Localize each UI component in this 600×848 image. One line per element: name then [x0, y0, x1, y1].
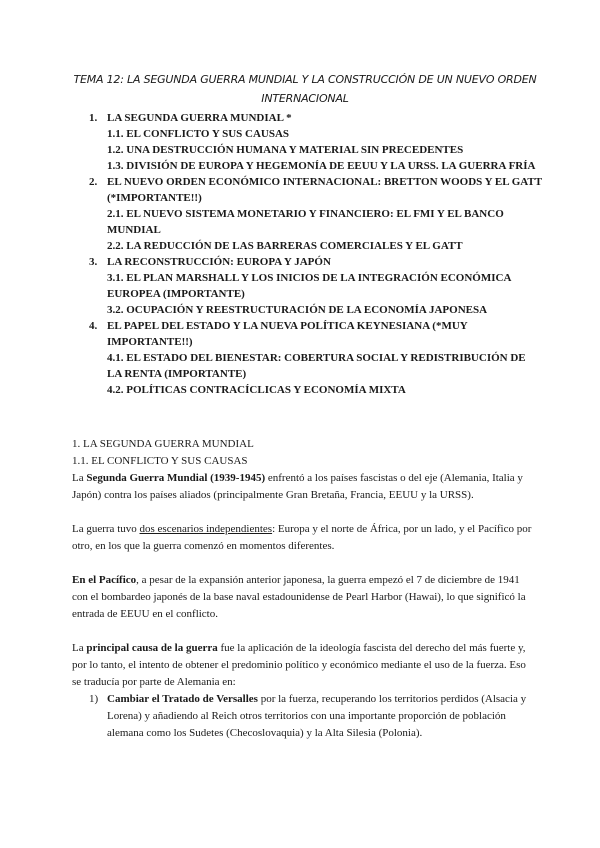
- text-run: por la fuerza, recuperando los territorios perdidos (Alsacia y Lorena) y añadiendo al Reich otros territorios con una importante proporción de población alemana como los Sudetes (Checoslovaquia) y la Alta Silesia (Polonia).: [107, 693, 527, 739]
- toc-number: 4.: [89, 320, 98, 332]
- toc-number: 1.: [89, 112, 98, 124]
- toc-sub-item: 4.2. POLÍTICAS CONTRACÍCLICAS Y ECONOMÍA MIXTA: [107, 384, 406, 396]
- toc-item-2: [72, 174, 542, 254]
- toc-sub-item: 1.2. UNA DESTRUCCIÓN HUMANA Y MATERIAL SIN PRECEDENTES: [107, 144, 464, 156]
- text-run: La: [72, 472, 87, 484]
- toc-sub-item: 4.1. EL ESTADO DEL BIENESTAR: COBERTURA SOCIAL Y REDISTRIBUCIÓN DE LA RENTA (IMPORTANTE): [107, 352, 526, 380]
- toc-main-label: LA RECONSTRUCCIÓN: EUROPA Y JAPÓN: [107, 256, 331, 268]
- bold-text: Cambiar el Tratado de Versalles: [107, 693, 258, 705]
- table-of-contents: [72, 110, 542, 398]
- text-run: : Europa y el norte de África, por un lado, y el Pacífico por otro, en los que la guerra comenzó en momentos diferentes.: [72, 523, 532, 552]
- list-item: [72, 691, 532, 742]
- section-subheading: 1.1. EL CONFLICTO Y SUS CAUSAS: [72, 455, 248, 467]
- paragraph-3: [72, 572, 532, 623]
- text-run: fue la aplicación de la ideología fascista del derecho del más fuerte y, por lo tanto, el intento de obtener el predominio político y económico mediante el uso de la fuerza. Eso se traducía por parte de Alemania en:: [72, 642, 526, 688]
- toc-item-1: [72, 110, 542, 174]
- section-body: [72, 436, 532, 742]
- toc-sub-item: 2.1. EL NUEVO SISTEMA MONETARIO Y FINANCIERO: EL FMI Y EL BANCO MUNDIAL: [107, 208, 504, 236]
- toc-main-label: EL NUEVO ORDEN ECONÓMICO INTERNACIONAL: BRETTON WOODS Y EL GATT (*IMPORTANTE!!): [107, 176, 542, 204]
- toc-sub-item: 2.2. LA REDUCCIÓN DE LAS BARRERAS COMERCIALES Y EL GATT: [107, 240, 463, 252]
- toc-main-label: LA SEGUNDA GUERRA MUNDIAL *: [107, 112, 292, 124]
- paragraph-2: [72, 521, 532, 555]
- toc-item-4: [72, 318, 542, 398]
- text-run: La guerra tuvo: [72, 523, 140, 535]
- paragraph-4: [72, 640, 532, 691]
- toc-item-3: [72, 254, 542, 318]
- toc-sub-item: 3.2. OCUPACIÓN Y REESTRUCTURACIÓN DE LA ECONOMÍA JAPONESA: [107, 304, 488, 316]
- toc-sub-item: 1.3. DIVISIÓN DE EUROPA Y HEGEMONÍA DE EEUU Y LA URSS. LA GUERRA FRÍA: [107, 160, 536, 172]
- text-run: enfrentó a los países fascistas o del eje (Alemania, Italia y Japón) contra los países aliados (principalmente Gran Bretaña, Francia, EEUU y la URSS).: [72, 472, 523, 501]
- bold-text: En el Pacífico: [72, 574, 137, 586]
- section-heading: 1. LA SEGUNDA GUERRA MUNDIAL: [72, 438, 254, 450]
- list-number: 1): [89, 693, 99, 705]
- toc-sub-item: 3.1. EL PLAN MARSHALL Y LOS INICIOS DE LA INTEGRACIÓN ECONÓMICA EUROPEA (IMPORTANTE): [107, 272, 511, 300]
- paragraph-1: [72, 470, 532, 504]
- toc-sub-item: 1.1. EL CONFLICTO Y SUS CAUSAS: [107, 128, 290, 140]
- toc-main-label: EL PAPEL DEL ESTADO Y LA NUEVA POLÍTICA KEYNESIANA (*MUY IMPORTANTE!!): [107, 320, 468, 348]
- toc-number: 2.: [89, 176, 98, 188]
- text-run: , a pesar de la expansión anterior japonesa, la guerra empezó el 7 de diciembre de 1941 con el bombardeo japonés de la base naval estadounidense de Pearl Harbor (Hawai), lo que significó la entrada de EEUU en el conflicto.: [72, 574, 526, 620]
- bold-text: Segunda Guerra Mundial (1939-1945): [86, 472, 266, 484]
- bold-text: principal causa de la guerra: [86, 642, 218, 654]
- underlined-text: dos escenarios independientes: [139, 523, 273, 535]
- toc-number: 3.: [89, 256, 98, 268]
- text-run: La: [72, 642, 87, 654]
- document-title: TEMA 12: LA SEGUNDA GUERRA MUNDIAL Y LA CONSTRUCCIÓN DE UN NUEVO ORDEN INTERNACIONAL: [73, 73, 537, 105]
